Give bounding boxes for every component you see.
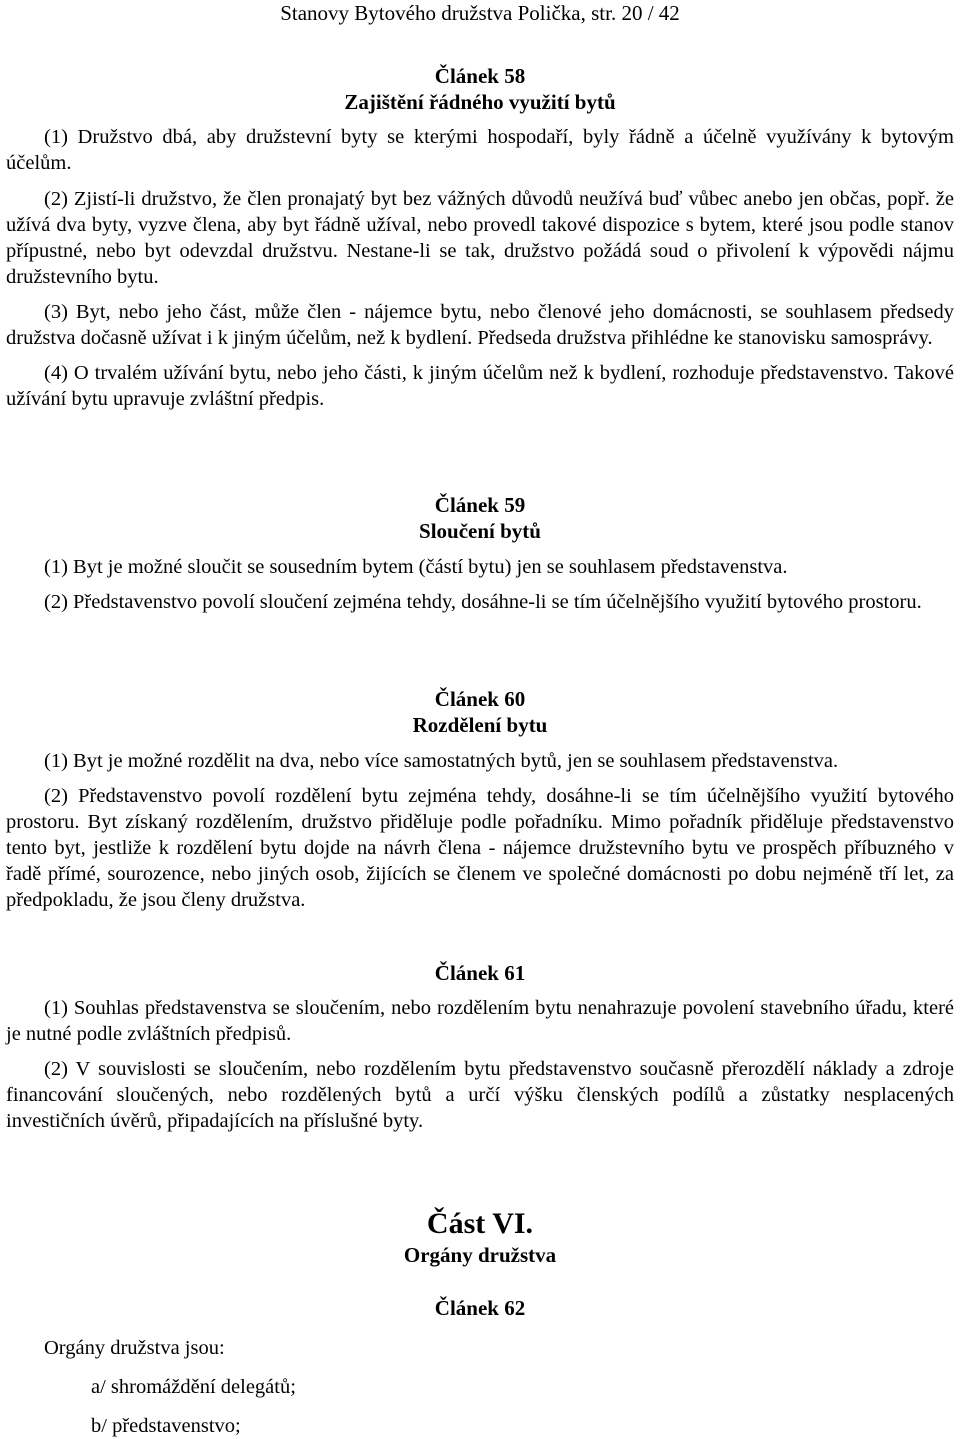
- article-58-paragraph-4: (4) O trvalém užívání bytu, nebo jeho části, k jiným účelům než k bydlení, rozhoduje představenstvo. Takové užívání bytu upravuje zvláštní předpis.: [6, 362, 954, 410]
- article-61-paragraph-1: (1) Souhlas představenstva se sloučením, nebo rozdělením bytu nenahrazuje povolení stavebního úřadu, které je nutné podle zvláštních předpisů.: [6, 997, 954, 1045]
- article-58-subtitle: Zajištění řádného využití bytů: [344, 90, 616, 114]
- article-58-paragraph-3: (3) Byt, nebo jeho část, může člen - nájemce bytu, nebo členové jeho domácnosti, se souhlasem předsedy družstva dočasně užívat i k jiným účelům, než k bydlení. Předseda družstva přihlédne ke stanovisku samosprávy.: [6, 301, 954, 349]
- article-58-paragraph-2: (2) Zjistí-li družstvo, že člen pronajatý byt bez vážných důvodů neužívá buď vůbec anebo jen občas, popř. že užívá dva byty, vyzve člena, aby byt řádně užíval, nebo provedl takové dispozice s bytem, které jsou podle stanov přípustné, nebo byt odevzdal družstvu. Nestane-li se tak, družstvo požádá soud o přivolení k výpovědi nájmu družstevního bytu.: [6, 188, 954, 288]
- list-item: b/ představenstvo;: [91, 1415, 241, 1437]
- article-58: [0, 63, 960, 412]
- part-6-title: Část VI.: [426, 1207, 534, 1240]
- article-62: [0, 1295, 960, 1439]
- article-59-title: Článek 59: [434, 493, 526, 517]
- article-61: [0, 960, 960, 1134]
- article-62-intro: Orgány družstva jsou:: [44, 1337, 225, 1359]
- part-6: [0, 1206, 960, 1268]
- article-59: [0, 492, 960, 615]
- article-61-paragraph-2: (2) V souvislosti se sloučením, nebo rozdělením bytu představenstvo současně přerozdělí náklady a zdroje financování sloučených, nebo rozdělených bytů a určí výšku členských podílů a zůstatky nesplacených investičních úvěrů, připadajících na příslušné byty.: [6, 1058, 954, 1132]
- list-item: a/ shromáždění delegátů;: [91, 1376, 296, 1398]
- part-6-subtitle: Orgány družstva: [403, 1243, 557, 1267]
- page-header: Stanovy Bytového družstva Polička, str. 20 / 42: [280, 1, 680, 25]
- article-60-paragraph-2: (2) Představenstvo povolí rozdělení bytu zejména tehdy, dosáhne-li se tím účelnějšího využití bytového prostoru. Byt získaný rozdělením, družstvo přiděluje podle pořadníku. Mimo pořadník přiděluje představenstvo tento byt, jestliže k rozdělení bytu dojde na návrh člena - nájemce družstevního bytu ve prospěch příbuzného v řadě přímé, sourozence, nebo jiných osob, žijících se členem ve společné domácnosti po dobu nejméně tří let, za předpokladu, že jsou členy družstva.: [6, 785, 954, 911]
- article-59-paragraph-1: (1) Byt je možné sloučit se sousedním bytem (částí bytu) jen se souhlasem představenstva.: [44, 556, 788, 578]
- article-61-title: Článek 61: [434, 961, 526, 985]
- article-59-subtitle: Sloučení bytů: [419, 519, 541, 543]
- article-58-title: Článek 58: [434, 64, 526, 88]
- article-62-title: Článek 62: [434, 1296, 526, 1320]
- article-60-paragraph-1: (1) Byt je možné rozdělit na dva, nebo více samostatných bytů, jen se souhlasem představenstva.: [44, 750, 839, 772]
- article-60-subtitle: Rozdělení bytu: [412, 713, 548, 737]
- article-58-paragraph-1: (1) Družstvo dbá, aby družstevní byty se kterými hospodaří, byly řádně a účelně využívány k bytovým účelům.: [6, 126, 954, 174]
- article-60-title: Článek 60: [434, 687, 526, 711]
- article-60: [0, 686, 960, 913]
- article-59-paragraph-2: (2) Představenstvo povolí sloučení zejména tehdy, dosáhne-li se tím účelnějšího využití bytového prostoru.: [44, 591, 922, 613]
